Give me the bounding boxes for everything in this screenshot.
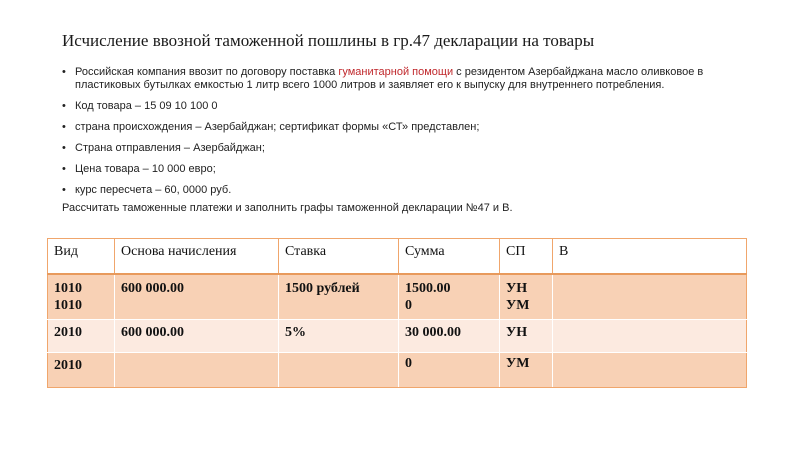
bullet-item-description [62, 66, 752, 92]
table-row [48, 274, 747, 320]
cell-sp: УН [500, 320, 553, 353]
table-header-row [48, 239, 747, 275]
bullet-item-price: • Цена товара – 10 000 евро; [62, 163, 752, 176]
cell-vid: 2010 [48, 353, 115, 388]
cell-b [553, 274, 747, 320]
header-base: Основа начисления [115, 239, 279, 275]
cell-line: 1500.00 [405, 281, 451, 296]
bullet-item-product-code: • Код товара – 15 09 10 100 0 [62, 100, 752, 113]
cell-line: 0 [405, 298, 412, 313]
table-row [48, 320, 747, 353]
bullet-item-exchange-rate: • курс пересчета – 60, 0000 руб. [62, 184, 752, 197]
cell-rate: 5% [279, 320, 399, 353]
cell-rate: 1500 рублей [279, 274, 399, 320]
humanitarian-aid-highlight: гуманитарной помощи [338, 66, 454, 78]
table-row [48, 353, 747, 388]
header-vid: Вид [48, 239, 115, 275]
task-statement: Рассчитать таможенные платежи и заполнить графы таможенной декларации №47 и В. [62, 202, 513, 214]
header-sum: Сумма [399, 239, 500, 275]
bullet-item-dispatch-country: • Страна отправления – Азербайджан; [62, 142, 752, 155]
cell-sum [399, 274, 500, 320]
bullet-item-origin-country: • страна происхождения – Азербайджан; сертификат формы «СТ» представлен; [62, 121, 752, 134]
cell-line: УМ [506, 298, 530, 313]
header-sp: СП [500, 239, 553, 275]
slide-title: Исчисление ввозной таможенной пошлины в гр.47 декларации на товары [62, 31, 595, 50]
cell-line: 1010 [54, 281, 82, 296]
cell-sum: 0 [399, 353, 500, 388]
cell-base [115, 353, 279, 388]
header-rate: Ставка [279, 239, 399, 275]
cell-vid: 2010 [48, 320, 115, 353]
cell-b [553, 353, 747, 388]
cell-vid [48, 274, 115, 320]
cell-line: УН [506, 281, 528, 296]
bullet-list [62, 66, 752, 205]
cell-rate [279, 353, 399, 388]
bullet-text-post: с резидентом Азербайджана масло оливковое в пластиковых бутылках емкостью 1 литр всего 1000 литров и заявляет его к выпуску для внутреннего потребления. [75, 66, 704, 91]
header-b: В [553, 239, 747, 275]
cell-base: 600 000.00 [115, 274, 279, 320]
cell-b [553, 320, 747, 353]
customs-payments-table [47, 238, 747, 388]
cell-sum: 30 000.00 [399, 320, 500, 353]
cell-base: 600 000.00 [115, 320, 279, 353]
cell-sp [500, 274, 553, 320]
cell-line: 1010 [54, 298, 82, 313]
bullet-text-pre: Российская компания ввозит по договору поставка [75, 66, 339, 78]
cell-sp: УМ [500, 353, 553, 388]
